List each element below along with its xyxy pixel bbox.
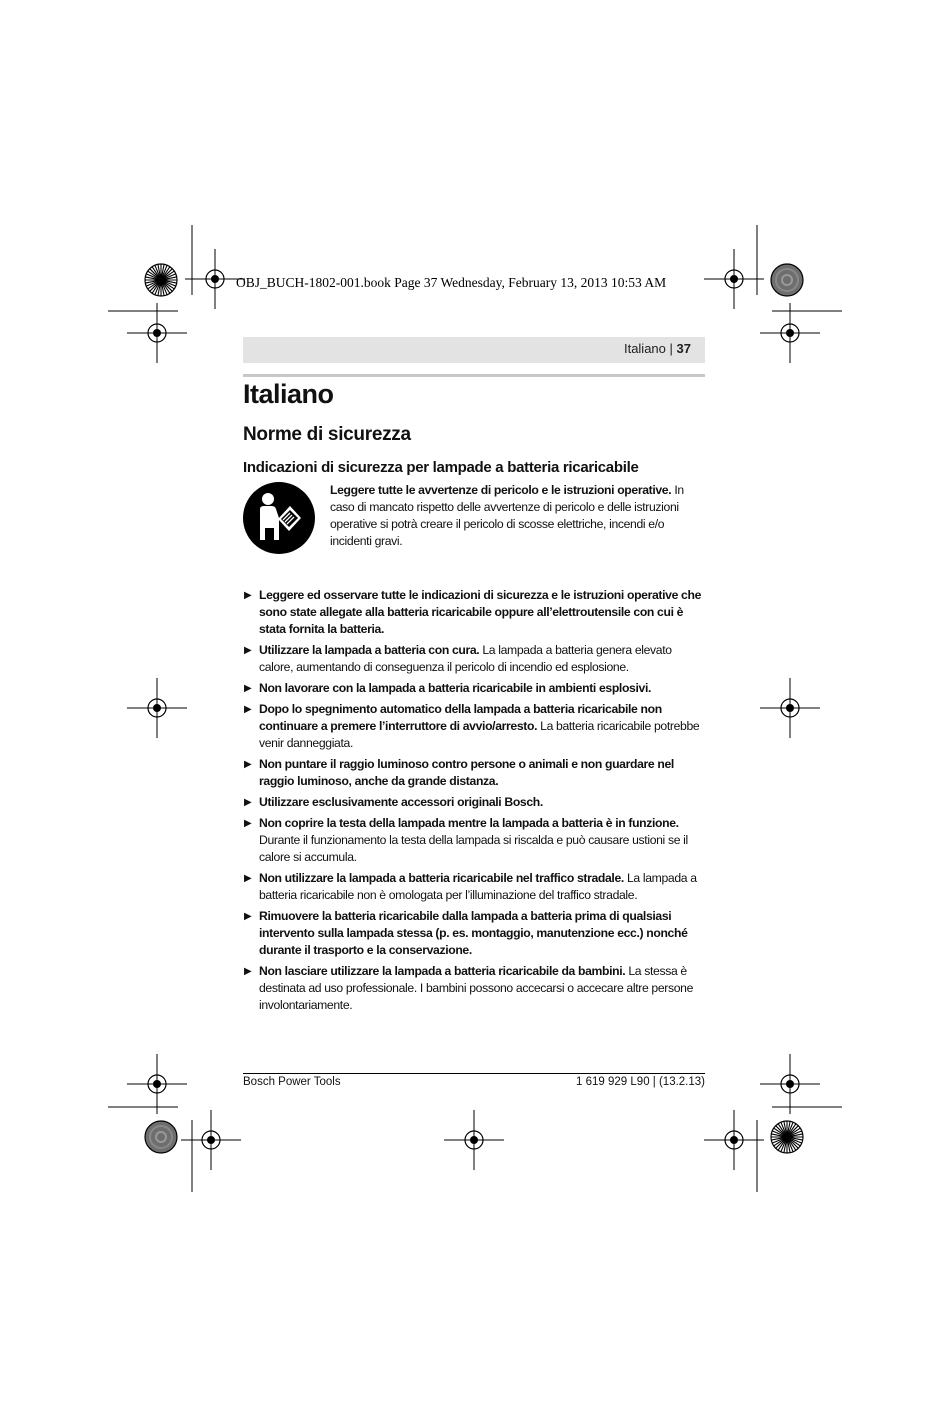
list-item xyxy=(243,680,705,697)
bullet-bold: Leggere ed osservare tutte le indicazioni di sicurezza e le istruzioni operative che sono state allegate alla batteria ricaricabile oppure all’elettroutensile con cui è stata fornita la batteria. xyxy=(259,588,702,636)
list-item xyxy=(243,794,705,811)
header-page-label xyxy=(624,341,691,356)
bullet-bold: Non utilizzare la lampada a batteria ricaricabile nel traffico stradale. xyxy=(259,871,624,885)
list-item xyxy=(243,756,705,790)
list-item xyxy=(243,870,705,904)
page-number: 37 xyxy=(676,341,691,356)
bullet-bold: Rimuovere la batteria ricaricabile dalla lampada a batteria prima di qualsiasi intervento sulla lampada stessa (p. es. montaggio, manutenzione ecc.) nonché durante il trasporto e la conservazione. xyxy=(259,909,688,957)
list-item xyxy=(243,587,705,638)
header-language: Italiano xyxy=(623,341,666,356)
page-title: Italiano xyxy=(243,379,334,409)
bullet-arrow-icon: ▶ xyxy=(244,818,252,829)
bullet-arrow-icon: ▶ xyxy=(244,704,252,715)
list-item xyxy=(243,963,705,1014)
header-separator: | xyxy=(669,341,673,356)
bullet-bold: Non coprire la testa della lampada mentre la lampada a batteria è in funzione. xyxy=(259,816,679,830)
bullet-bold: Utilizzare la lampada a batteria con cura. xyxy=(259,643,480,657)
bullet-text: Durante il funzionamento la testa della lampada si riscalda e può causare ustioni se il calore si accumula. xyxy=(259,833,688,864)
file-slug-line: OBJ_BUCH-1802-001.book Page 37 Wednesday, February 13, 2013 10:53 AM xyxy=(236,275,667,290)
bullet-bold: Non puntare il raggio luminoso contro persone o animali e non guardare nel raggio luminoso, anche da grande distanza. xyxy=(259,757,674,788)
bullet-bold: Non lasciare utilizzare la lampada a batteria ricaricabile da bambini. xyxy=(259,964,626,978)
bullet-arrow-icon: ▶ xyxy=(244,759,252,770)
header-rule xyxy=(243,374,705,377)
list-item xyxy=(243,815,705,866)
bullet-text: La batteria ricaricabile potrebbe venir danneggiata. xyxy=(259,719,700,750)
bullet-bold: Utilizzare esclusivamente accessori originali Bosch. xyxy=(259,795,543,809)
bullet-bold: Non lavorare con la lampada a batteria ricaricabile in ambienti esplosivi. xyxy=(259,681,652,695)
footer-publisher: Bosch Power Tools xyxy=(243,1076,341,1088)
intro-text xyxy=(330,482,706,550)
footer-document-id: 1 619 929 L90 | (13.2.13) xyxy=(576,1076,705,1088)
list-item xyxy=(243,642,705,676)
intro-bold: Leggere tutte le avvertenze di pericolo e le istruzioni operative. xyxy=(330,483,672,497)
bullet-arrow-icon: ▶ xyxy=(244,590,252,601)
bullet-text: La stessa è destinata ad uso professionale. I bambini possono accecarsi o accecare altre persone involontariamente. xyxy=(259,964,693,1012)
safety-list xyxy=(243,587,705,1014)
intro-regular: In caso di mancato rispetto delle avvertenze di pericolo e delle istruzioni operative si potrà creare il pericolo di scosse elettriche, incendi e/o incidenti gravi. xyxy=(330,483,684,548)
subsection-title: Indicazioni di sicurezza per lampade a batteria ricaricabile xyxy=(243,459,639,476)
bullet-arrow-icon: ▶ xyxy=(244,873,252,884)
intro-warning xyxy=(243,482,705,560)
bullet-arrow-icon: ▶ xyxy=(244,683,252,694)
running-header xyxy=(243,337,705,363)
page-content xyxy=(243,378,705,1018)
bullet-text: La lampada a batteria ricaricabile non è omologata per l’illuminazione del traffico stradale. xyxy=(259,871,697,902)
bullet-text: La lampada a batteria genera elevato calore, aumentando di conseguenza il pericolo di incendio ed esplosione. xyxy=(259,643,672,674)
bullet-arrow-icon: ▶ xyxy=(244,645,252,656)
bullet-arrow-icon: ▶ xyxy=(244,911,252,922)
section-title: Norme di sicurezza xyxy=(243,424,411,445)
list-item xyxy=(243,701,705,752)
read-manual-icon xyxy=(243,482,315,554)
bullet-arrow-icon: ▶ xyxy=(244,966,252,977)
footer-rule xyxy=(243,1073,705,1074)
bullet-arrow-icon: ▶ xyxy=(244,797,252,808)
list-item xyxy=(243,908,705,959)
bullet-bold: Dopo lo spegnimento automatico della lampada a batteria ricaricabile non continuare a premere l’interruttore di avvio/arresto. xyxy=(259,702,662,733)
